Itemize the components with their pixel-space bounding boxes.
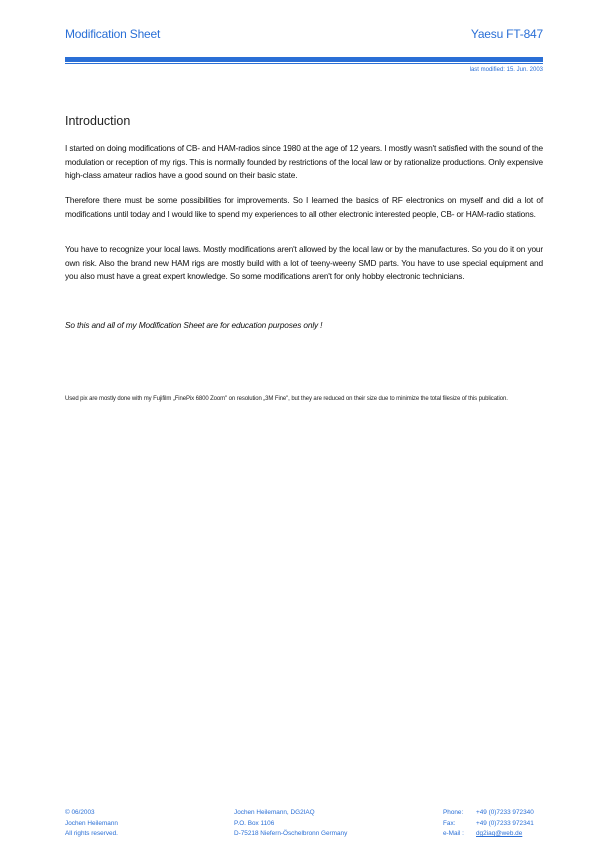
email-link[interactable]: dg2iaq@web.de xyxy=(476,830,523,837)
header-rule-thin xyxy=(65,63,543,64)
footer-copyright xyxy=(65,808,118,840)
phone-label: Phone: xyxy=(443,809,464,816)
document-title: Modification Sheet xyxy=(65,27,161,41)
last-modified-date: last modified: 15. Jun. 2003 xyxy=(469,67,543,73)
footer-copyright-year: © 06/2003 xyxy=(65,809,95,816)
footer-contact-labels xyxy=(443,808,464,840)
paragraph-3: You have to recognize your local laws. Mostly modifications aren't allowed by the local law or by the manufactures. So you do it on your own risk. Also the brand new HAM rigs are mostly build with a lot of teeny-weeny SMD parts. You have to use special equipment and you also must have a great expert knowledge. So some modifications aren't for only hobby electronic technicians. xyxy=(65,244,543,281)
photo-note: Used pix are mostly done with my Fujifilm „FinePix 6800 Zoom" on resolution „3M Fine", but they are reduced on their size due to minimize the total filesize of this publication. xyxy=(65,396,508,402)
footer-address-name: Jochen Heilemann, DG2IAQ xyxy=(234,809,315,816)
device-title: Yaesu FT-847 xyxy=(470,27,543,41)
fax-label: Fax: xyxy=(443,819,456,827)
footer-author: Jochen Heilemann xyxy=(65,819,118,827)
phone-number: +49 (0)7233 972340 xyxy=(476,809,534,816)
email-label: e-Mail : xyxy=(443,830,464,837)
education-disclaimer: So this and all of my Modification Sheet are for education purposes only ! xyxy=(65,320,323,330)
footer-address-box: P.O. Box 1106 xyxy=(234,819,275,827)
footer-address-city: D-75218 Niefern-Öschelbronn Germany xyxy=(234,830,348,837)
paragraph-2: Therefore there must be some possibilities for improvements. So I learned the basics of RF electronics on myself and did a lot of modifications until today and I would like to spend my experiences to all other electronic interested people, CB- or HAM-radio stations. xyxy=(65,195,543,219)
footer-contact-values xyxy=(476,808,534,840)
paragraph-1: I started on doing modifications of CB- and HAM-radios since 1980 at the age of 12 years. I mostly wasn't satisfied with the sound of the modulation or reception of my rigs. This is normally founded by restrictions of the local law or by rationalize productions. Only expensive high-class amateur radios have a good sound on their basic state. xyxy=(65,143,543,180)
header-rule-thick xyxy=(65,57,543,62)
footer-rights: All rights reserved. xyxy=(65,830,118,837)
fax-number: +49 (0)7233 972341 xyxy=(476,819,534,827)
section-title: Introduction xyxy=(65,114,131,128)
footer-address xyxy=(234,808,347,840)
